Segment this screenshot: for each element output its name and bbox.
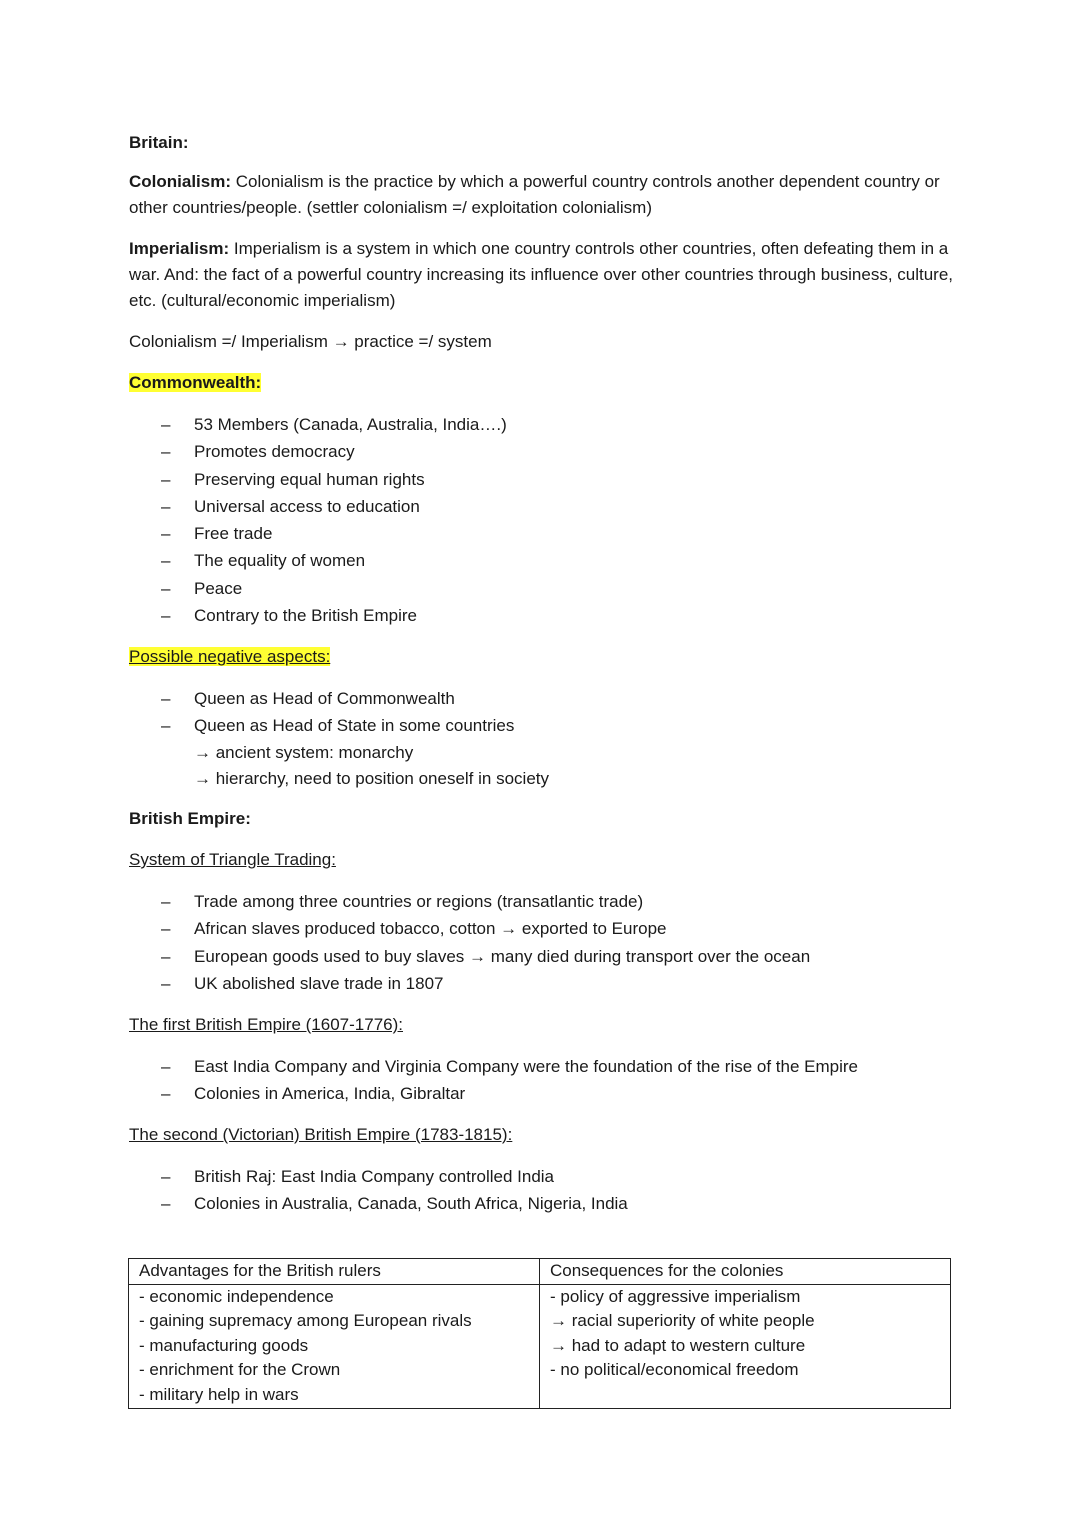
list-item: – European goods used to buy slaves → many died during transport over the ocean xyxy=(129,943,959,970)
negative-heading-line xyxy=(129,644,959,670)
second-empire-list xyxy=(129,1163,959,1218)
table-item: - gaining supremacy among European rivals xyxy=(139,1311,472,1331)
negative-arrow-1: → ancient system: monarchy xyxy=(194,743,414,762)
table-item: - policy of aggressive imperialism xyxy=(550,1286,801,1306)
colonialism-paragraph xyxy=(129,169,959,221)
negative-list xyxy=(129,685,959,740)
britain-heading: Britain: xyxy=(129,133,189,152)
comparison-line: Colonialism =/ Imperialism → practice =/ system xyxy=(129,332,492,351)
list-item: – British Raj: East India Company controlled India xyxy=(129,1163,959,1190)
list-item: – 53 Members (Canada, Australia, India….) xyxy=(129,411,959,438)
table-item: - no political/economical freedom xyxy=(550,1360,799,1380)
list-item: – African slaves produced tobacco, cotton → exported to Europe xyxy=(129,915,959,942)
table-header-row xyxy=(129,1259,951,1285)
list-item: – Trade among three countries or regions (transatlantic trade) xyxy=(129,888,959,915)
first-empire-list xyxy=(129,1053,959,1108)
table-item: - economic independence xyxy=(139,1286,334,1306)
list-item: – Queen as Head of State in some countries xyxy=(129,712,959,739)
list-item: – Queen as Head of Commonwealth xyxy=(129,685,959,712)
list-item: – Colonies in America, India, Gibraltar xyxy=(129,1080,959,1107)
list-item: – Peace xyxy=(129,575,959,602)
empire-heading: British Empire: xyxy=(129,809,251,828)
consequences-cell xyxy=(540,1284,951,1408)
imperialism-term: Imperialism: xyxy=(129,239,230,258)
list-item: – Colonies in Australia, Canada, South Africa, Nigeria, India xyxy=(129,1190,959,1217)
advantages-cell xyxy=(129,1284,540,1408)
list-item: – Free trade xyxy=(129,520,959,547)
table-header-consequences: Consequences for the colonies xyxy=(540,1259,951,1285)
list-item: – Promotes democracy xyxy=(129,438,959,465)
table-item: - enrichment for the Crown xyxy=(139,1360,341,1380)
triangle-list xyxy=(129,888,959,997)
table-row xyxy=(129,1284,951,1408)
table-item: - military help in wars xyxy=(139,1384,299,1404)
list-item: – The equality of women xyxy=(129,547,959,574)
negative-heading: Possible negative aspects: xyxy=(129,647,331,666)
table-item: → racial superiority of white people xyxy=(550,1311,815,1331)
list-item: – Universal access to education xyxy=(129,493,959,520)
list-item: – East India Company and Virginia Company were the foundation of the rise of the Empire xyxy=(129,1053,959,1080)
commonwealth-heading: Commonwealth: xyxy=(129,373,262,392)
commonwealth-heading-line xyxy=(129,370,959,396)
imperialism-definition: Imperialism is a system in which one country controls other countries, often defeating them in a war. And: the fact of a powerful country increasing its influence over other countries through business, culture, etc. (cultural/economic imperialism) xyxy=(129,239,954,310)
imperialism-paragraph xyxy=(129,236,959,314)
list-item: – UK abolished slave trade in 1807 xyxy=(129,970,959,997)
colonialism-term: Colonialism: xyxy=(129,172,232,191)
table-item: → had to adapt to western culture xyxy=(550,1335,806,1355)
list-item: – Contrary to the British Empire xyxy=(129,602,959,629)
second-empire-heading: The second (Victorian) British Empire (1783-1815): xyxy=(129,1125,513,1144)
comparison-table xyxy=(128,1258,951,1409)
list-item: – Preserving equal human rights xyxy=(129,466,959,493)
triangle-heading: System of Triangle Trading: xyxy=(129,850,336,869)
table-header-advantages: Advantages for the British rulers xyxy=(129,1259,540,1285)
table-item: - manufacturing goods xyxy=(139,1335,309,1355)
negative-arrow-2: → hierarchy, need to position oneself in society xyxy=(194,769,549,788)
commonwealth-list xyxy=(129,411,959,629)
colonialism-definition: Colonialism is the practice by which a powerful country controls another dependent country or other countries/people. (settler colonialism =/ exploitation colonialism) xyxy=(129,172,940,217)
first-empire-heading: The first British Empire (1607-1776): xyxy=(129,1015,403,1034)
